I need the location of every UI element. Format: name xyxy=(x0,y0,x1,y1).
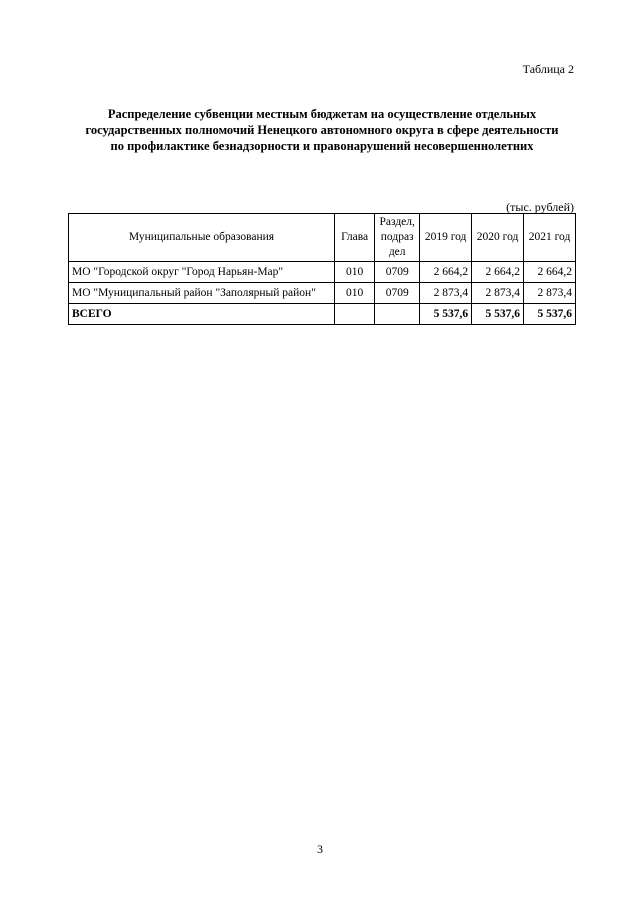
value-2020-cell: 2 873,4 xyxy=(472,283,524,304)
header-2021: 2021 год xyxy=(524,214,576,262)
document-title: Распределение субвенции местным бюджетам на осуществление отдельных государственных полномочий Ненецкого автономного округа в сфере деятельности по профилактике безнадзорности и правонарушений несовершеннолетних xyxy=(85,107,559,153)
table-header-row xyxy=(69,214,576,262)
table-label: Таблица 2 xyxy=(522,62,574,76)
total-razdel-cell xyxy=(375,304,420,325)
municipality-cell: МО "Городской округ "Город Нарьян-Мар" xyxy=(69,262,335,283)
value-2019-cell: 2 873,4 xyxy=(420,283,472,304)
units-label: (тыс. рублей) xyxy=(506,200,574,214)
total-2021-cell: 5 537,6 xyxy=(524,304,576,325)
table-total-row xyxy=(69,304,576,325)
subsidy-table xyxy=(68,213,576,325)
header-2019: 2019 год xyxy=(420,214,472,262)
header-2020: 2020 год xyxy=(472,214,524,262)
total-glava-cell xyxy=(334,304,374,325)
razdel-cell: 0709 xyxy=(375,262,420,283)
value-2021-cell: 2 873,4 xyxy=(524,283,576,304)
total-label: ВСЕГО xyxy=(69,304,335,325)
glava-cell: 010 xyxy=(334,283,374,304)
table-row xyxy=(69,283,576,304)
value-2021-cell: 2 664,2 xyxy=(524,262,576,283)
header-glava: Глава xyxy=(334,214,374,262)
total-2020-cell: 5 537,6 xyxy=(472,304,524,325)
header-municipality: Муниципальные образования xyxy=(69,214,335,262)
header-razdel: Раздел, подраз дел xyxy=(375,214,420,262)
municipality-cell: МО "Муниципальный район "Заполярный район" xyxy=(69,283,335,304)
total-2019-cell: 5 537,6 xyxy=(420,304,472,325)
value-2020-cell: 2 664,2 xyxy=(472,262,524,283)
page-number: 3 xyxy=(317,842,323,856)
table-row xyxy=(69,262,576,283)
glava-cell: 010 xyxy=(334,262,374,283)
value-2019-cell: 2 664,2 xyxy=(420,262,472,283)
razdel-cell: 0709 xyxy=(375,283,420,304)
